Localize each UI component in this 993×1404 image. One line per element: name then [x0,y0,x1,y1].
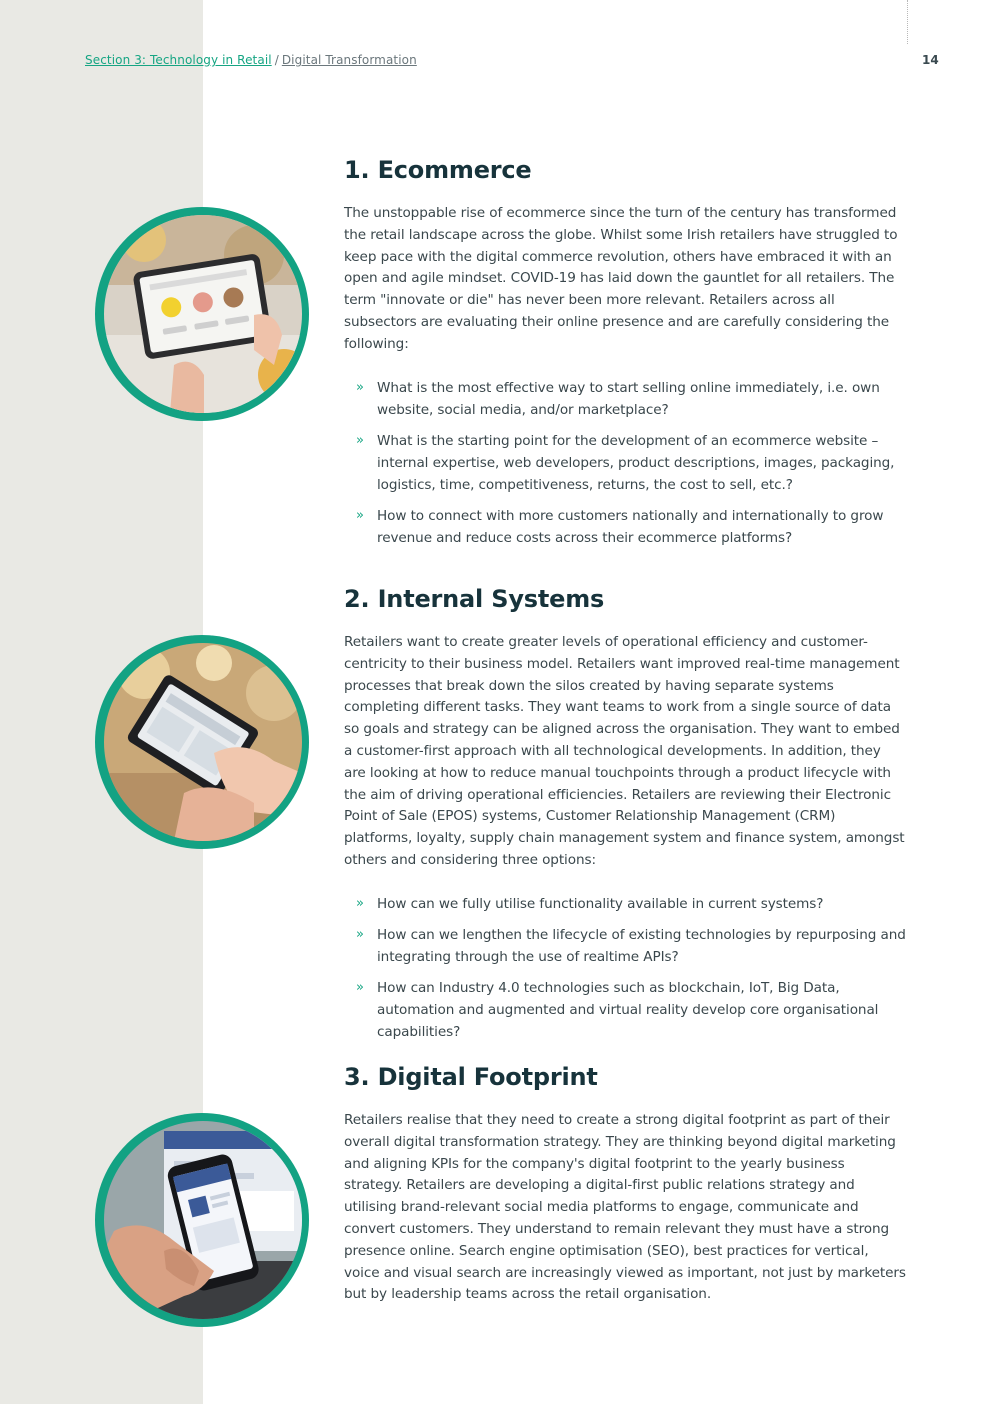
tablet-ecommerce-photo-icon [104,215,302,413]
section-title: 1. Ecommerce [344,156,532,184]
header-divider [907,0,908,44]
breadcrumb-page-link[interactable]: Digital Transformation [281,53,417,67]
chevron-icon: » [356,895,364,911]
breadcrumb-separator: / [274,53,279,67]
list-item-text: How to connect with more customers nationally and internationally to grow revenue and reduce costs across their ecommerce platforms? [377,507,884,546]
list-item [344,430,906,496]
chevron-icon: » [356,979,364,995]
pos-terminal-photo-icon [104,643,302,841]
digital-footprint-image-frame [95,1113,309,1327]
section-title: 3. Digital Footprint [344,1063,598,1091]
breadcrumb-section-link[interactable]: Section 3: Technology in Retail [85,53,272,67]
list-item-text: How can we lengthen the lifecycle of existing technologies by repurposing and integrating through the use of realtime APIs? [377,926,906,965]
bullet-list [344,377,906,549]
internal-systems-image-frame [95,635,309,849]
section-title: 2. Internal Systems [344,585,605,613]
bullet-list [344,893,906,1043]
smartphone-social-media-photo-icon [104,1121,302,1319]
section-internal-systems [344,585,906,1052]
chevron-icon: » [356,379,364,395]
chevron-icon: » [356,432,364,448]
chevron-icon: » [356,926,364,942]
list-item [344,893,906,915]
section-digital-footprint [344,1063,906,1306]
list-item [344,505,906,549]
section-paragraph: Retailers realise that they need to create a strong digital footprint as part of their overall digital transformation strategy. They are thinking beyond digital marketing and aligning KPIs for the company's digital footprint to the yearly business strategy. Retailers are developing a digital-first public relations strategy and utilising brand-relevant social media platforms to engage, communicate and convert customers. They understand to remain relevant they must have a strong presence online. Search engine optimisation (SEO), best practices for vertical, voice and visual search are increasingly viewed as important, not just by marketers but by leadership teams across the retail organisation. [344,1112,906,1303]
list-item [344,977,906,1043]
list-item-text: What is the most effective way to start selling online immediately, i.e. own website, social media, and/or marketplace? [377,379,880,418]
ecommerce-image-frame [95,207,309,421]
section-paragraph: Retailers want to create greater levels of operational efficiency and customer-centricity to their business model. Retailers want improved real-time management processes that break down the silos created by having separate systems completing different tasks. They want teams to work from a single source of data so goals and strategy can be aligned across the organisation. They want to embed a customer-first approach with all technological developments. In addition, they are looking at how to reduce manual touchpoints through a product lifecycle with the aim of driving operational efficiencies. Retailers are reviewing their Electronic Point of Sale (EPOS) systems, Customer Relationship Management (CRM) platforms, loyalty, supply chain management system and finance system, amongst others and considering three options: [344,634,905,868]
chevron-icon: » [356,507,364,523]
section-paragraph: The unstoppable rise of ecommerce since the turn of the century has transformed the retail landscape across the globe. Whilst some Irish retailers have struggled to keep pace with the digital commerce revolution, others have embraced it with an open and agile mindset. COVID-19 has laid down the gauntlet for all retailers. The term "innovate or die" has never been more relevant. Retailers across all subsectors are evaluating their online presence and are carefully considering the following: [344,205,898,352]
list-item-text: How can Industry 4.0 technologies such as blockchain, IoT, Big Data, automation and augmented and virtual reality develop core organisational capabilities? [377,979,879,1040]
list-item [344,924,906,968]
section-ecommerce [344,156,906,558]
breadcrumb [85,53,417,67]
list-item-text: What is the starting point for the development of an ecommerce website – internal expertise, web developers, product descriptions, images, packaging, logistics, time, competitiveness, returns, the cost to sell, etc.? [377,432,895,493]
page-number: 14 [922,53,939,67]
list-item-text: How can we fully utilise functionality available in current systems? [377,895,824,912]
list-item [344,377,906,421]
